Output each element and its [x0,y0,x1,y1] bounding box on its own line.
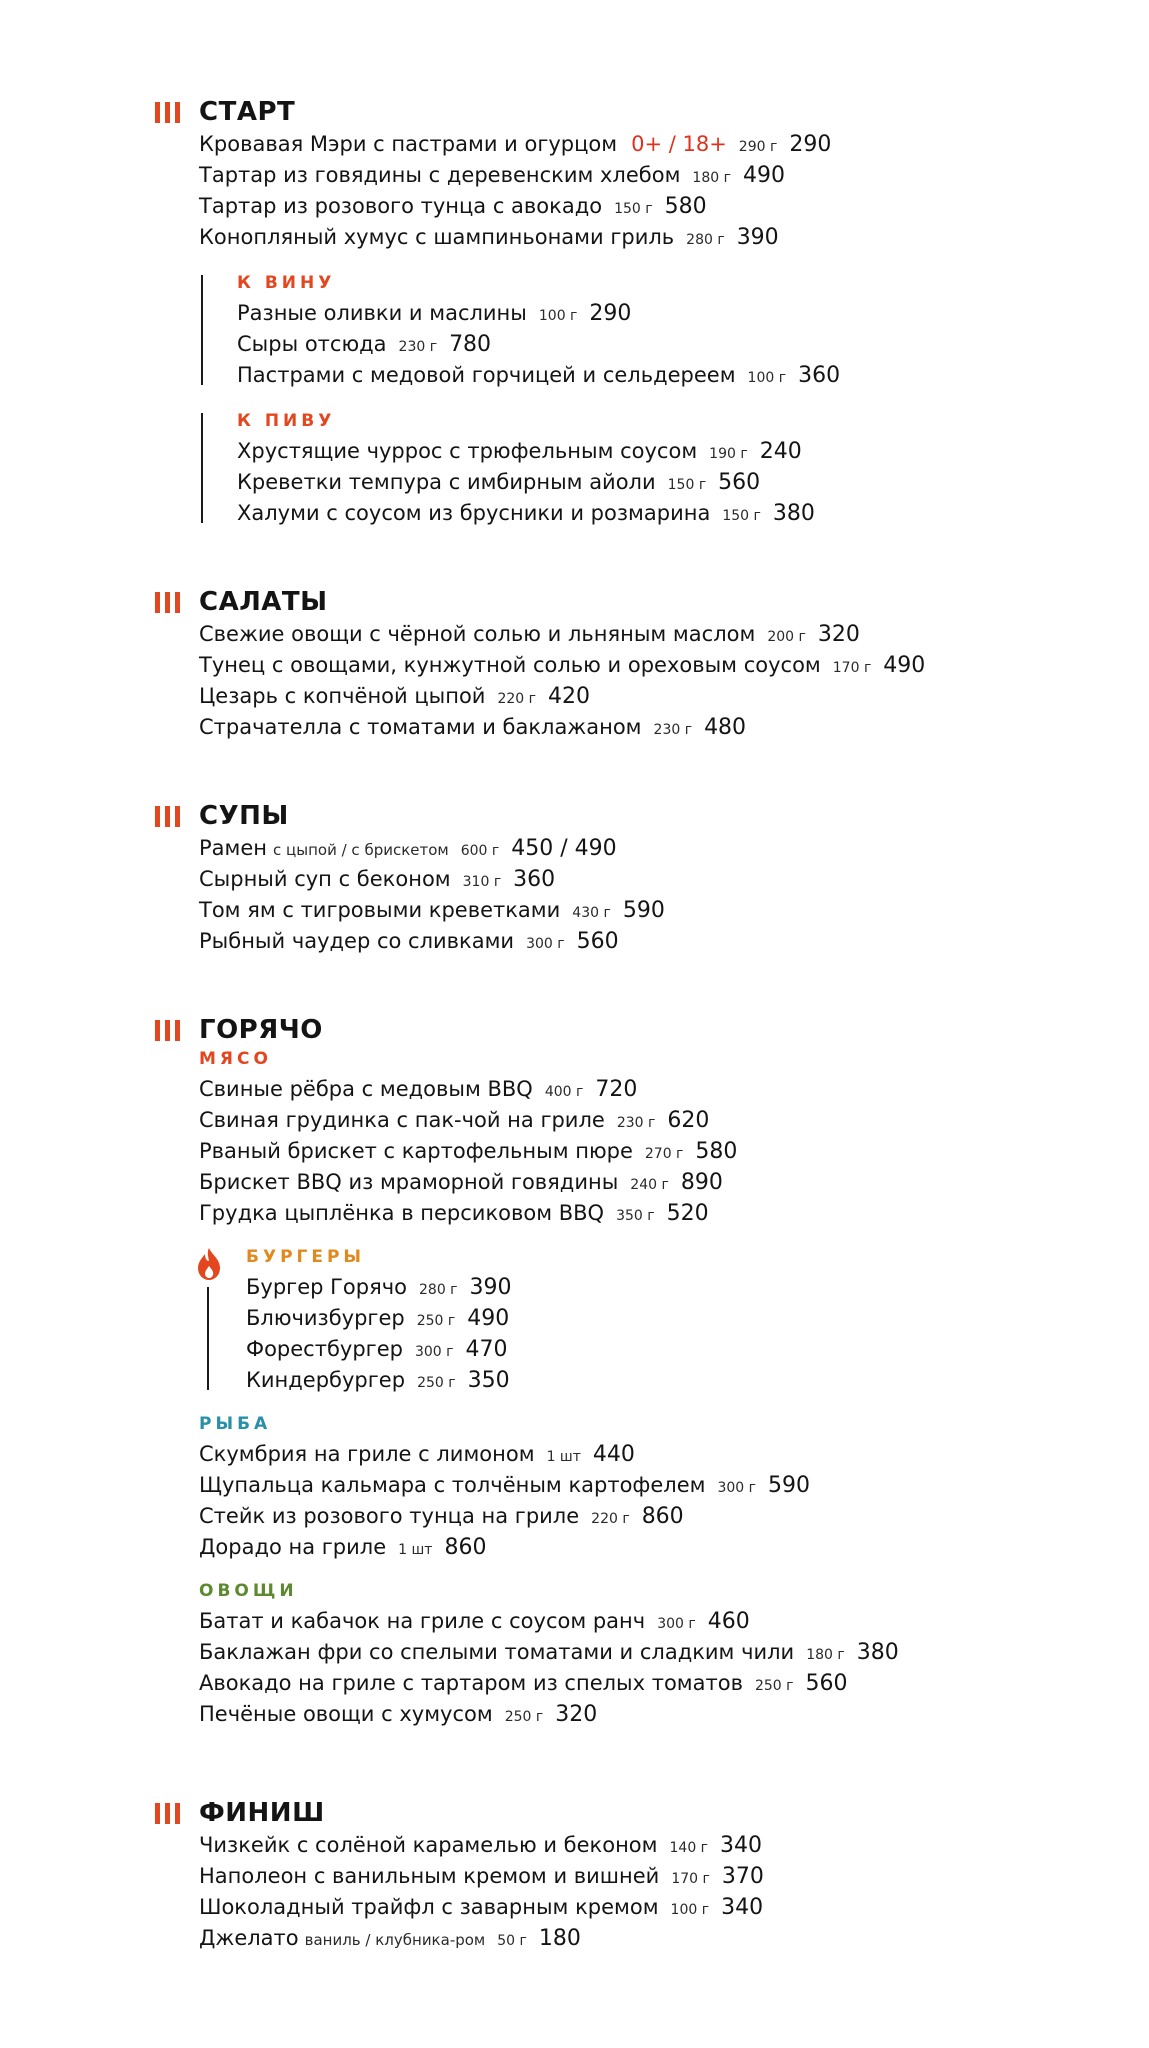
dish-price: 390 [736,225,779,250]
dish-price: 180 [538,1926,581,1951]
menu-item [199,1668,899,1699]
dish-weight: 1 шт [398,1542,433,1558]
section-hot [199,1013,899,1730]
dish-name: Форестбургер [246,1337,403,1361]
dish-name: Тунец с овощами, кунжутной солью и ореховым соусом [199,653,821,677]
dish-weight: 170 г [832,660,872,676]
section-soups [199,799,665,957]
menu-item [199,926,665,957]
menu-item [199,129,840,160]
dish-price: 490 [883,653,926,678]
dish-price: 890 [680,1170,723,1195]
menu-item [246,1303,899,1334]
dish-weight: 170 г [671,1871,710,1887]
dish-price: 320 [555,1702,598,1727]
section-marker-icon [155,1020,181,1041]
menu-item [199,1606,899,1637]
dish-weight: 180 г [692,170,731,186]
section-title: СУПЫ [199,801,289,831]
menu-item [199,1532,899,1563]
section-marker-icon [155,102,181,123]
dish-weight: 250 г [417,1375,456,1391]
menu-list [199,1830,764,1954]
dish-name: Дорадо на гриле [199,1535,387,1559]
dish-price: 350 [467,1368,510,1393]
dish-name: Рыбный чаудер со сливками [199,929,515,953]
dish-weight: 290 г [738,139,778,155]
dish-weight: 300 г [717,1480,757,1496]
menu-item [246,1365,899,1396]
dish-price: 460 [707,1609,750,1634]
section-marker-icon [155,806,181,827]
dish-name: Стейк из розового тунца на гриле [199,1504,580,1528]
dish-name: Креветки темпура с имбирным айоли [237,470,656,494]
section-finish [199,1796,764,1954]
subsection-title: МЯСО [199,1049,272,1069]
subsection-title: БУРГЕРЫ [246,1247,366,1267]
menu-item [199,650,925,681]
dish-weight: 250 г [754,1678,794,1694]
dish-weight: 100 г [538,308,578,324]
dish-weight: 220 г [591,1511,630,1527]
menu-item [246,1334,899,1365]
dish-price: 560 [718,470,761,495]
menu-item [199,1637,899,1668]
dish-weight: 350 г [616,1208,655,1224]
dish-weight: 310 г [462,874,502,890]
menu-list [246,1272,899,1396]
dish-weight: 270 г [644,1146,684,1162]
dish-price: 470 [465,1337,508,1362]
wine-group [199,271,840,391]
dish-name: Халуми с соусом из брусники и розмарина [237,501,711,525]
dish-name: Джелато [199,1926,299,1950]
dish-name: Страчателла с томатами и баклажаном [199,715,642,739]
dish-name: Батат и кабачок на гриле с соусом ранч [199,1609,646,1633]
dish-weight: 180 г [806,1647,845,1663]
menu-list [199,619,925,743]
menu-item [237,436,840,467]
section-start [199,95,840,529]
menu-list [237,298,840,391]
menu-item [199,1830,764,1861]
dish-weight: 100 г [670,1902,710,1918]
menu-list [199,1439,899,1563]
menu-item [199,712,925,743]
subsection-title: РЫБА [199,1414,272,1434]
menu-item [199,1861,764,1892]
dish-name: Цезарь с копчёной цыпой [199,684,486,708]
menu-item [199,1501,899,1532]
dish-weight: 100 г [747,370,787,386]
dish-weight: 430 г [572,905,611,921]
beer-group [199,409,840,529]
menu-list [237,436,840,529]
section-marker-icon [155,1803,181,1824]
dish-price: 240 [759,439,802,464]
menu-item [237,360,840,391]
dish-name: Скумбрия на гриле с лимоном [199,1442,535,1466]
subsection-title: К ВИНУ [237,273,336,293]
group-divider [201,413,203,523]
dish-price: 380 [772,501,815,526]
menu-item [199,619,925,650]
dish-weight: 230 г [398,339,438,355]
dish-name: Наполеон с ванильным кремом и вишней [199,1864,660,1888]
menu-list [199,1606,899,1730]
dish-weight: 300 г [414,1344,454,1360]
menu-list [199,1074,899,1229]
dish-weight: 600 г [460,843,500,859]
menu-item [199,1074,899,1105]
dish-price: 390 [469,1275,512,1300]
dish-price: 360 [513,867,556,892]
dish-price: 490 [467,1306,510,1331]
menu-item [199,1892,764,1923]
dish-weight: 230 г [616,1115,656,1131]
dish-weight: 150 г [614,201,653,217]
dish-weight: 400 г [544,1084,584,1100]
dish-name: Кровавая Мэри с пастрами и огурцом [199,132,618,156]
section-marker-icon [155,592,181,613]
subsection-title: ОВОЩИ [199,1581,298,1601]
section-salads [199,585,925,743]
dish-price: 580 [695,1139,738,1164]
dish-note: ваниль / клубника-ром [304,1931,486,1949]
dish-name: Рамен [199,836,268,860]
dish-name: Том ям с тигровыми креветками [199,898,561,922]
menu-list [199,129,840,253]
dish-price: 860 [641,1504,684,1529]
dish-name: Тартар из розового тунца с авокадо [199,194,603,218]
flame-icon [196,1247,222,1281]
menu-item [199,1439,899,1470]
dish-price: 420 [547,684,590,709]
menu-item [199,1470,899,1501]
dish-price: 560 [805,1671,848,1696]
age-rating: 0+ / 18+ [631,132,727,156]
dish-name: Разные оливки и маслины [237,301,527,325]
dish-price: 380 [856,1640,899,1665]
dish-name: Авокадо на гриле с тартаром из спелых томатов [199,1671,743,1695]
dish-name: Щупальца кальмара с толчёным картофелем [199,1473,706,1497]
dish-weight: 280 г [419,1282,458,1298]
menu-item [199,1923,764,1954]
menu-list [199,833,665,957]
dish-name: Блючизбургер [246,1306,405,1330]
burgers-group [196,1245,899,1396]
dish-price: 780 [449,332,492,357]
dish-price: 590 [768,1473,811,1498]
section-title: ФИНИШ [199,1798,325,1828]
dish-price: 370 [721,1864,764,1889]
dish-price: 360 [798,363,841,388]
dish-weight: 250 г [504,1709,544,1725]
group-divider [201,275,203,385]
dish-weight: 250 г [416,1313,456,1329]
dish-name: Чизкейк с солёной карамелью и беконом [199,1833,658,1857]
dish-price: 560 [576,929,619,954]
dish-name: Бургер Горячо [246,1275,407,1299]
dish-name: Свиная грудинка с пак-чой на гриле [199,1108,605,1132]
menu-item [199,1699,899,1730]
dish-weight: 230 г [653,722,693,738]
dish-price: 480 [704,715,747,740]
dish-name: Свиные рёбра с медовым BBQ [199,1077,533,1101]
dish-name: Пастрами с медовой горчицей и сельдереем [237,363,736,387]
dish-weight: 200 г [767,629,806,645]
dish-name: Брискет BBQ из мраморной говядины [199,1170,619,1194]
dish-price: 490 [742,163,785,188]
menu-item [199,864,665,895]
menu-item [237,498,840,529]
menu-item [237,467,840,498]
dish-price: 290 [589,301,632,326]
dish-name: Рваный брискет с картофельным пюре [199,1139,633,1163]
dish-name: Сыры отсюда [237,332,387,356]
dish-price: 590 [622,898,665,923]
dish-name: Конопляный хумус с шампиньонами гриль [199,225,675,249]
dish-weight: 190 г [709,446,748,462]
section-title: САЛАТЫ [199,587,328,617]
section-title: СТАРТ [199,97,296,127]
dish-weight: 300 г [657,1616,696,1632]
menu-item [199,1198,899,1229]
dish-name: Тартар из говядины с деревенским хлебом [199,163,681,187]
dish-price: 340 [721,1895,764,1920]
group-divider [207,1287,209,1390]
dish-name: Баклажан фри со спелыми томатами и сладким чили [199,1640,795,1664]
dish-note: с цыпой / с брискетом [273,841,449,859]
menu-item [199,1105,899,1136]
menu-item [199,191,840,222]
dish-name: Грудка цыплёнка в персиковом BBQ [199,1201,605,1225]
dish-name: Шоколадный трайфл с заварным кремом [199,1895,659,1919]
dish-price: 620 [667,1108,710,1133]
dish-price: 720 [595,1077,638,1102]
dish-price: 440 [592,1442,635,1467]
menu-item [199,1167,899,1198]
menu-item [246,1272,899,1303]
menu-item [237,329,840,360]
dish-name: Сырный суп с беконом [199,867,451,891]
dish-weight: 1 шт [546,1449,581,1465]
dish-price: 450 / 490 [511,836,617,861]
subsection-title: К ПИВУ [237,411,336,431]
dish-name: Киндербургер [246,1368,406,1392]
dish-price: 520 [666,1201,709,1226]
dish-weight: 50 г [497,1933,527,1949]
dish-price: 580 [664,194,707,219]
dish-weight: 150 г [722,508,761,524]
menu-item [199,681,925,712]
menu-item [199,833,665,864]
dish-name: Печёные овощи с хумусом [199,1702,493,1726]
dish-weight: 150 г [667,477,707,493]
section-title: ГОРЯЧО [199,1015,323,1045]
menu-item [199,222,840,253]
dish-name: Хрустящие чуррос с трюфельным соусом [237,439,698,463]
dish-weight: 140 г [669,1840,709,1856]
menu-item [199,160,840,191]
menu-item [237,298,840,329]
dish-price: 320 [817,622,860,647]
dish-weight: 300 г [526,936,565,952]
dish-price: 290 [789,132,832,157]
dish-name: Свежие овощи с чёрной солью и льняным маслом [199,622,756,646]
dish-weight: 280 г [686,232,725,248]
dish-price: 340 [720,1833,763,1858]
menu-item [199,1136,899,1167]
dish-weight: 240 г [630,1177,669,1193]
dish-price: 860 [444,1535,487,1560]
dish-weight: 220 г [497,691,536,707]
menu-item [199,895,665,926]
